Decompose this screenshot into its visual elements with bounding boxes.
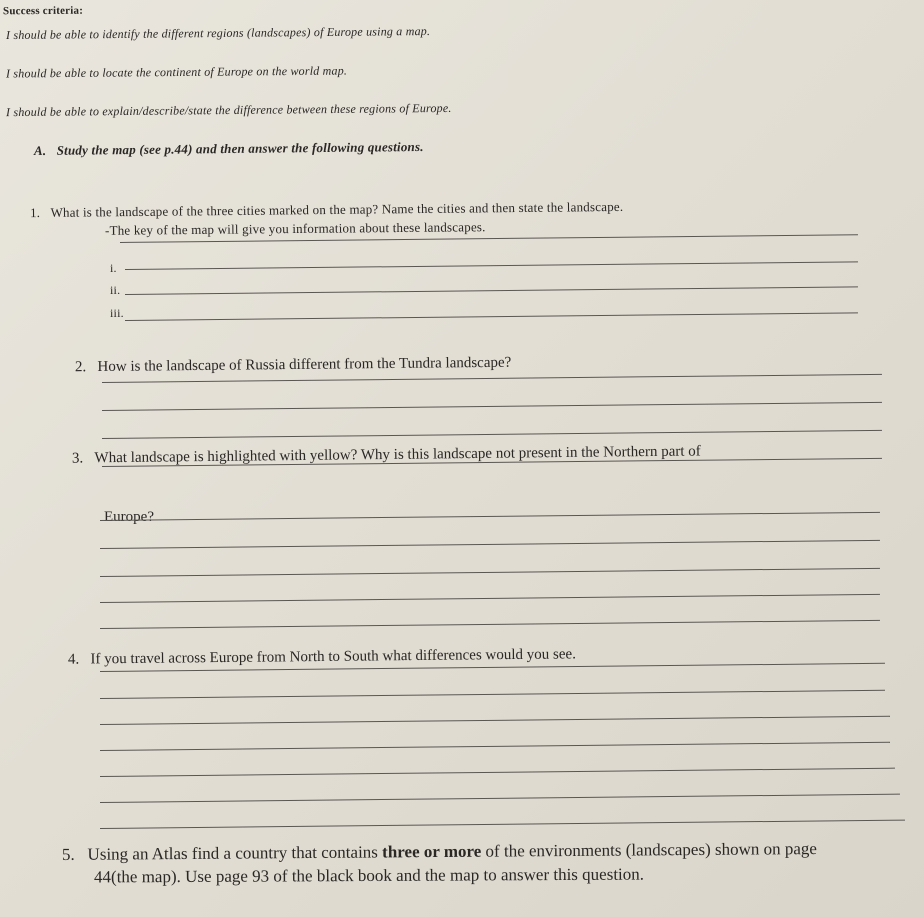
question-1-number: 1. [29, 205, 41, 221]
answer-line [100, 690, 885, 699]
section-a-text: Study the map (see p.44) and then answer the following questions. [56, 138, 424, 158]
answer-line [100, 742, 890, 751]
answer-line [102, 402, 882, 411]
answer-line [100, 594, 880, 603]
question-4-text: If you travel across Europe from North to South what differences would you see. [90, 646, 577, 668]
question-1-hint: -The key of the map will give you information about these landscapes. [104, 219, 486, 238]
question-1-sub-i: i. [110, 261, 117, 275]
criterion-2: I should be able to locate the continent of Europe on the world map. [5, 63, 348, 81]
question-4 [68, 647, 576, 667]
answer-line [100, 568, 880, 577]
answer-line [102, 374, 882, 383]
question-3-continuation: Europe? [104, 509, 154, 525]
question-3-number: 3. [71, 450, 84, 467]
question-5-text-before: Using an Atlas find a country that contains [87, 842, 383, 864]
answer-line [100, 540, 880, 549]
answer-line [100, 820, 905, 829]
answer-line [100, 716, 890, 725]
question-1-text: What is the landscape of the three cities marked on the map? Name the cities and then state the landscape. [50, 198, 624, 220]
question-2-number: 2. [74, 359, 87, 376]
section-a-instruction [34, 140, 424, 157]
question-2 [75, 356, 511, 376]
answer-line [100, 768, 895, 777]
question-2-text: How is the landscape of Russia different from the Tundra landscape? [97, 354, 512, 376]
answer-line [100, 794, 900, 803]
answer-line [100, 620, 880, 629]
question-1 [30, 200, 623, 219]
question-5-number: 5. [61, 844, 75, 864]
question-5-text-bold: three or more [382, 841, 482, 862]
question-3-text: What landscape is highlighted with yellow? Why is this landscape not present in the Northern part of [94, 443, 701, 467]
answer-line [100, 512, 880, 521]
question-4-number: 4. [67, 651, 80, 668]
question-5-continuation: 44(the map). Use page 93 of the black book and the map to answer this question. [93, 864, 645, 887]
criterion-1: I should be able to identify the different regions (landscapes) of Europe using a map. [5, 23, 431, 43]
answer-line [102, 430, 882, 439]
answer-line [125, 261, 858, 270]
question-1-sub-iii: iii. [110, 306, 124, 320]
success-criteria-heading: Success criteria: [2, 4, 84, 18]
criterion-3: I should be able to explain/describe/state the difference between these regions of Europe. [5, 100, 452, 120]
question-5-text-after: of the environments (landscapes) shown on page [481, 839, 818, 861]
answer-line [125, 286, 858, 295]
section-a-label: A. [33, 142, 47, 159]
question-1-sub-ii: ii. [110, 283, 121, 297]
answer-line [125, 312, 858, 321]
question-5 [62, 840, 817, 863]
